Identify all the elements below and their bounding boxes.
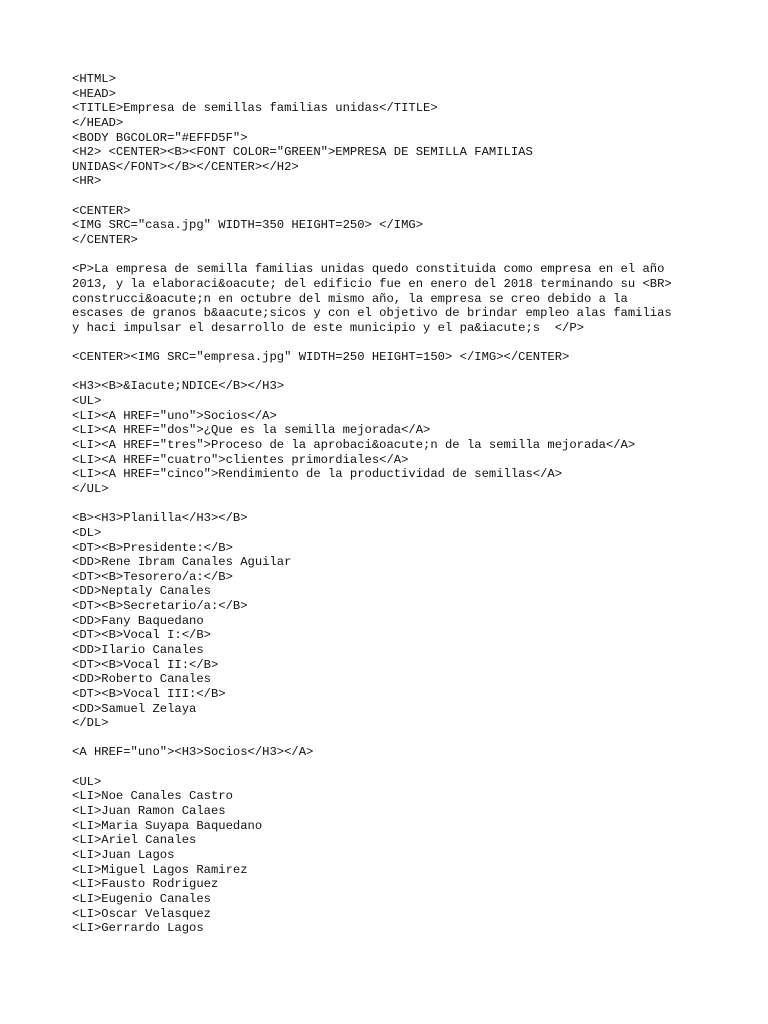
code-line: <LI><A HREF="dos">¿Que es la semilla mejorada</A> bbox=[72, 423, 431, 438]
code-line: <CENTER> bbox=[72, 203, 131, 218]
code-line: </UL> bbox=[72, 481, 109, 496]
code-line: <HR> bbox=[72, 174, 102, 189]
code-line: <LI><A HREF="cuatro">clientes primordiales</A> bbox=[72, 452, 409, 467]
code-line: <DD>Samuel Zelaya bbox=[72, 701, 197, 716]
code-line: <DT><B>Vocal I:</B> bbox=[72, 628, 211, 643]
code-line: <H3><B>&Iacute;NDICE</B></H3> bbox=[72, 379, 285, 394]
code-line: <TITLE>Empresa de semillas familias unidas</TITLE> bbox=[72, 101, 438, 116]
code-line: <LI>Oscar Velasquez bbox=[72, 906, 211, 921]
code-line: <LI>Miguel Lagos Ramirez bbox=[72, 862, 248, 877]
code-line: <DD>Neptaly Canales bbox=[72, 584, 211, 599]
code-line: </HEAD> bbox=[72, 115, 124, 130]
code-line: <DT><B>Tesorero/a:</B> bbox=[72, 569, 233, 584]
code-line: <BODY BGCOLOR="#EFFD5F"> bbox=[72, 130, 248, 145]
code-line: <HEAD> bbox=[72, 86, 116, 101]
code-line: 2013, y la elaboraci&oacute; del edificio fue en enero del 2018 terminando su <BR> bbox=[72, 276, 672, 291]
code-line bbox=[72, 365, 712, 380]
code-line: <LI>Gerrardo Lagos bbox=[72, 921, 204, 936]
code-line: <CENTER><IMG SRC="empresa.jpg" WIDTH=250 HEIGHT=150> </IMG></CENTER> bbox=[72, 350, 570, 365]
code-line: <DD>Roberto Canales bbox=[72, 672, 211, 687]
code-line: </CENTER> bbox=[72, 233, 138, 248]
code-line: <DD>Ilario Canales bbox=[72, 642, 204, 657]
code-line: escases de granos b&aacute;sicos y con el objetivo de brindar empleo alas familias bbox=[72, 306, 672, 321]
code-line: construcci&oacute;n en octubre del mismo año, la empresa se creo debido a la bbox=[72, 291, 628, 306]
code-line: <LI>Eugenio Canales bbox=[72, 891, 211, 906]
code-line: <LI>Ariel Canales bbox=[72, 833, 197, 848]
code-line: <B><H3>Planilla</H3></B> bbox=[72, 511, 248, 526]
code-line: <UL> bbox=[72, 774, 102, 789]
code-line: <DT><B>Vocal II:</B> bbox=[72, 657, 219, 672]
code-line bbox=[72, 248, 712, 263]
code-line: UNIDAS</FONT></B></CENTER></H2> bbox=[72, 159, 299, 174]
code-line: <HTML> bbox=[72, 72, 116, 86]
code-line: <DT><B>Presidente:</B> bbox=[72, 540, 233, 555]
code-line: <LI><A HREF="tres">Proceso de la aprobaci&oacute;n de la semilla mejorada</A> bbox=[72, 438, 636, 453]
code-line: <DD>Fany Baquedano bbox=[72, 613, 204, 628]
code-line: <LI>Maria Suyapa Baquedano bbox=[72, 818, 263, 833]
code-line: <LI>Juan Ramon Calaes bbox=[72, 804, 226, 819]
code-line: <LI><A HREF="uno">Socios</A> bbox=[72, 408, 277, 423]
code-line: <DT><B>Vocal III:</B> bbox=[72, 686, 226, 701]
code-line: <H2> <CENTER><B><FONT COLOR="GREEN">EMPRESA DE SEMILLA FAMILIAS bbox=[72, 145, 533, 160]
code-line: y haci impulsar el desarrollo de este municipio y el pa&iacute;s </P> bbox=[72, 320, 584, 335]
code-line: <IMG SRC="casa.jpg" WIDTH=350 HEIGHT=250> </IMG> bbox=[72, 218, 424, 233]
code-line bbox=[72, 497, 712, 512]
code-line: <LI>Noe Canales Castro bbox=[72, 789, 233, 804]
code-line: <LI><A HREF="cinco">Rendimiento de la productividad de semillas</A> bbox=[72, 467, 563, 482]
code-line: <DL> bbox=[72, 525, 102, 540]
code-line bbox=[72, 760, 712, 775]
html-source-text bbox=[72, 72, 712, 936]
code-line: <LI>Juan Lagos bbox=[72, 847, 175, 862]
code-line bbox=[72, 336, 712, 351]
code-line: <LI>Fausto Rodriguez bbox=[72, 877, 219, 892]
code-line: </DL> bbox=[72, 716, 109, 731]
code-line bbox=[72, 189, 712, 204]
code-line bbox=[72, 731, 712, 746]
code-line: <UL> bbox=[72, 394, 102, 409]
code-line: <DT><B>Secretario/a:</B> bbox=[72, 599, 248, 614]
code-line: <A HREF="uno"><H3>Socios</H3></A> bbox=[72, 745, 314, 760]
code-line: <P>La empresa de semilla familias unidas quedo constituida como empresa en el año bbox=[72, 262, 665, 277]
code-line: <DD>Rene Ibram Canales Aguilar bbox=[72, 555, 292, 570]
